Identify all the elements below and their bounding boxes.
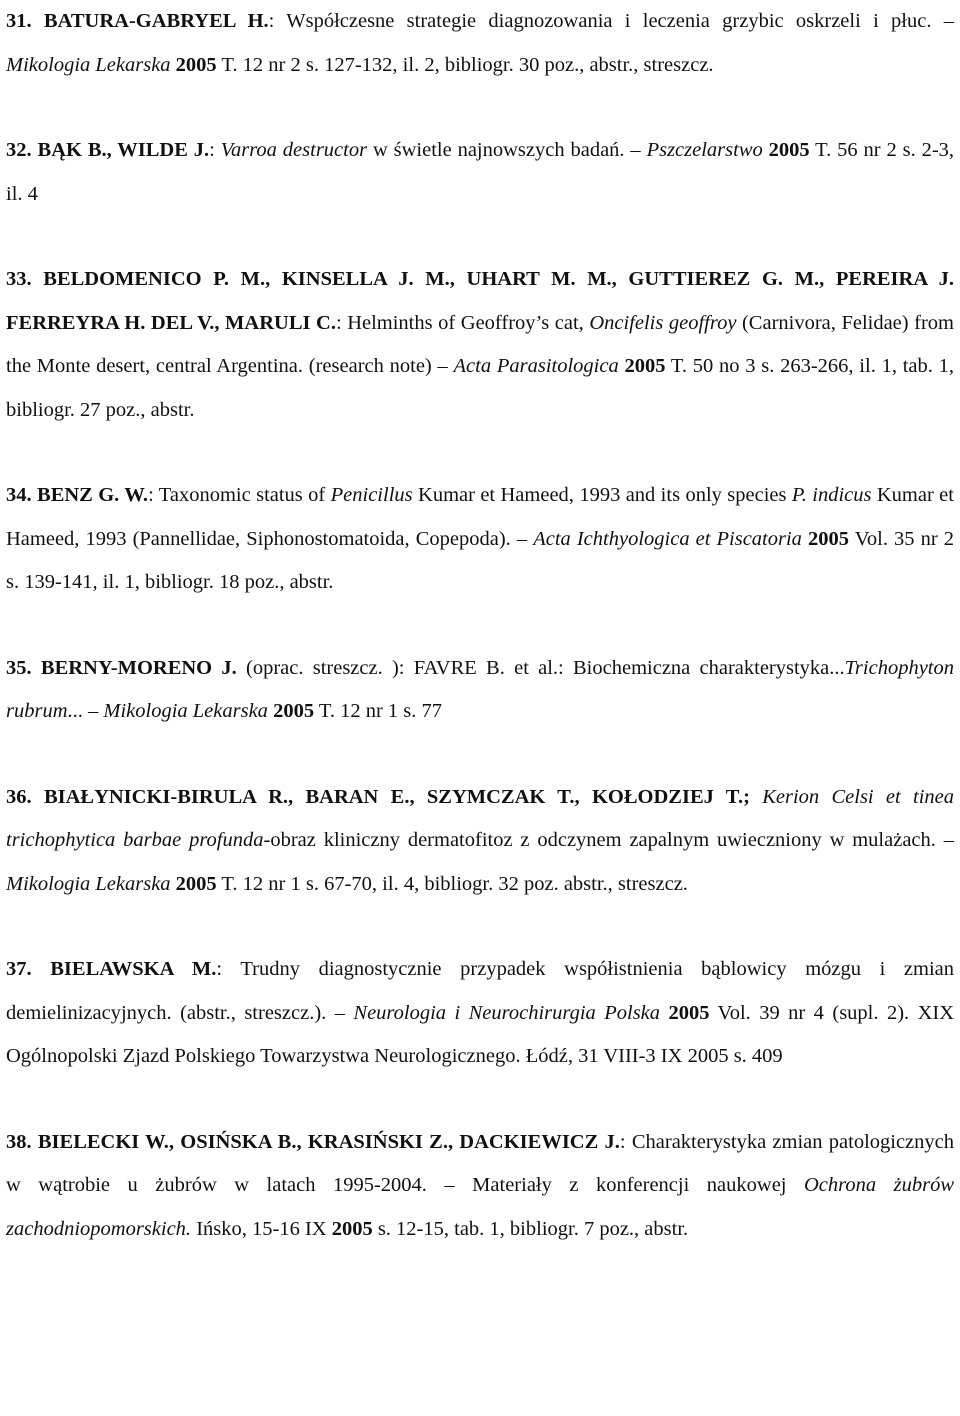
entry-text: (Carnivora, Felidae) from the Monte desert, central Argentina. (research note) –	[6, 311, 955, 377]
entry-text: T. 12 nr 1 s. 67-70, il. 4, bibliogr. 32 poz. abstr., streszcz.	[216, 872, 688, 895]
entry-text: -obraz kliniczny dermatofitoz z odczynem zapalnym uwieczniony w mulażach. –	[263, 829, 954, 851]
entry-italic-text: Penicillus	[330, 484, 413, 506]
entry-bold-text: 2005	[175, 53, 217, 76]
entry-text	[750, 786, 762, 808]
bibliography-entry	[6, 1121, 954, 1252]
entry-text: : Charakterystyka zmian patologicznych w wątrobie u żubrów w latach 1995-2004. – Materiały z konferencji naukowej	[6, 1130, 955, 1196]
bibliography-list	[6, 0, 954, 1251]
entry-text: Vol. 35 nr 2 s. 139-141, il. 1, bibliogr. 18 poz., abstr.	[6, 527, 955, 593]
bibliography-page	[6, 0, 954, 1251]
entry-text: ... –	[67, 700, 104, 722]
entry-bold-text: BIAŁYNICKI-BIRULA R., BARAN E., SZYMCZAK T., KOŁODZIEJ T.;	[43, 785, 750, 808]
entry-text: s. 12-15, tab. 1, bibliogr. 7 poz., abstr.	[372, 1217, 689, 1240]
entry-bold-text: BELDOMENICO P. M., KINSELLA J. M., UHART M. M., GUTTIEREZ G. M., PEREIRA J. FERREYRA H. DEL V., MARULI C.	[6, 268, 955, 334]
entry-text: : Helminths of Geoffroy’s cat,	[335, 311, 590, 334]
entry-text: Ińsko, 15-16 IX	[191, 1217, 332, 1240]
entry-text: :	[209, 139, 221, 161]
entry-text: (oprac. streszcz. ): FAVRE B. et al.: Biochemiczna charakterystyka...	[236, 656, 845, 679]
entry-italic-text: Mikologia Lekarska	[6, 872, 171, 895]
entry-italic-text: Kerion Celsi et tinea trichophytica barbae profunda	[6, 785, 955, 851]
entry-italic-text: Neurologia i Neurochirurgia Polska	[353, 1001, 661, 1024]
entry-bold-text: BERNY-MORENO J.	[40, 656, 237, 679]
entry-italic-text: Mikologia Lekarska	[6, 53, 171, 76]
entry-italic-text: Trichophyton rubrum	[6, 656, 954, 722]
entry-number: 36.	[6, 785, 32, 808]
entry-bold-text: 2005	[624, 355, 666, 377]
bibliography-entry	[6, 647, 954, 734]
bibliography-entry	[6, 129, 954, 216]
entry-bold-text: 2005	[768, 139, 810, 161]
entry-bold-text: BATURA-GABRYEL H.	[43, 10, 269, 32]
entry-bold-text: BĄK B., WILDE J.	[37, 139, 210, 161]
bibliography-entry	[6, 0, 954, 87]
entry-italic-text: Mikologia Lekarska	[103, 700, 268, 722]
entry-bold-text: 2005	[273, 700, 315, 722]
bibliography-entry	[6, 258, 954, 432]
bibliography-entry	[6, 948, 954, 1079]
bibliography-entry	[6, 474, 954, 605]
entry-bold-text: 2005	[331, 1217, 373, 1240]
entry-number: 33.	[6, 268, 32, 290]
entry-italic-text: Varroa destructor	[220, 139, 368, 161]
entry-bold-text: 2005	[808, 527, 850, 550]
entry-bold-text: 2005	[175, 872, 217, 895]
entry-number: 31.	[6, 10, 32, 32]
entry-bold-text: 2005	[668, 1001, 710, 1024]
entry-text: T. 12 nr 1 s. 77	[314, 700, 442, 722]
entry-text: T. 50 no 3 s. 263-266, il. 1, tab. 1, bibliogr. 27 poz., abstr.	[6, 355, 955, 421]
entry-italic-text: Oncifelis geoffroy	[589, 311, 737, 334]
entry-text: : Taxonomic status of	[148, 484, 331, 506]
entry-text: Kumar et Hameed, 1993 (Pannellidae, Siphonostomatoida, Copepoda). –	[6, 484, 954, 550]
entry-number: 38.	[6, 1130, 32, 1153]
entry-number: 32.	[6, 139, 32, 161]
entry-text: T. 56 nr 2 s. 2-3, il. 4	[6, 139, 955, 205]
entry-italic-text: Acta Parasitologica	[453, 355, 619, 377]
entry-text: : Współczesne strategie diagnozowania i leczenia grzybic oskrzeli i płuc. –	[268, 10, 955, 32]
entry-italic-text: Acta Ichthyologica et Piscatoria	[533, 527, 802, 550]
entry-text: T. 12 nr 2 s. 127-132, il. 2, bibliogr. 30 poz., abstr., streszcz.	[216, 53, 714, 76]
entry-number: 35.	[6, 656, 32, 679]
entry-text: w świetle najnowszych badań. –	[367, 139, 647, 161]
entry-text: : Trudny diagnostycznie przypadek współistnienia bąblowicy mózgu i zmian demielinizacyjnych. (abstr., streszcz.). –	[6, 958, 954, 1024]
entry-italic-text: Pszczelarstwo	[646, 139, 763, 161]
entry-italic-text: P. indicus	[791, 484, 872, 506]
bibliography-entry	[6, 776, 954, 907]
entry-bold-text: BIELECKI W., OSIŃSKA B., KRASIŃSKI Z., DACKIEWICZ J.	[37, 1130, 620, 1153]
entry-text: Vol. 39 nr 4 (supl. 2). XIX Ogólnopolski Zjazd Polskiego Towarzystwa Neurologicznego. Łódź, 31 VIII-3 IX 2005 s. 409	[6, 1001, 955, 1067]
entry-bold-text: BIELAWSKA M.	[50, 958, 217, 980]
entry-bold-text: BENZ G. W.	[37, 484, 149, 506]
entry-italic-text: Ochrona żubrów zachodniopomorskich.	[6, 1174, 954, 1240]
entry-text: Kumar et Hameed, 1993 and its only species	[412, 484, 792, 506]
entry-number: 37.	[6, 958, 32, 980]
entry-number: 34.	[6, 484, 32, 506]
